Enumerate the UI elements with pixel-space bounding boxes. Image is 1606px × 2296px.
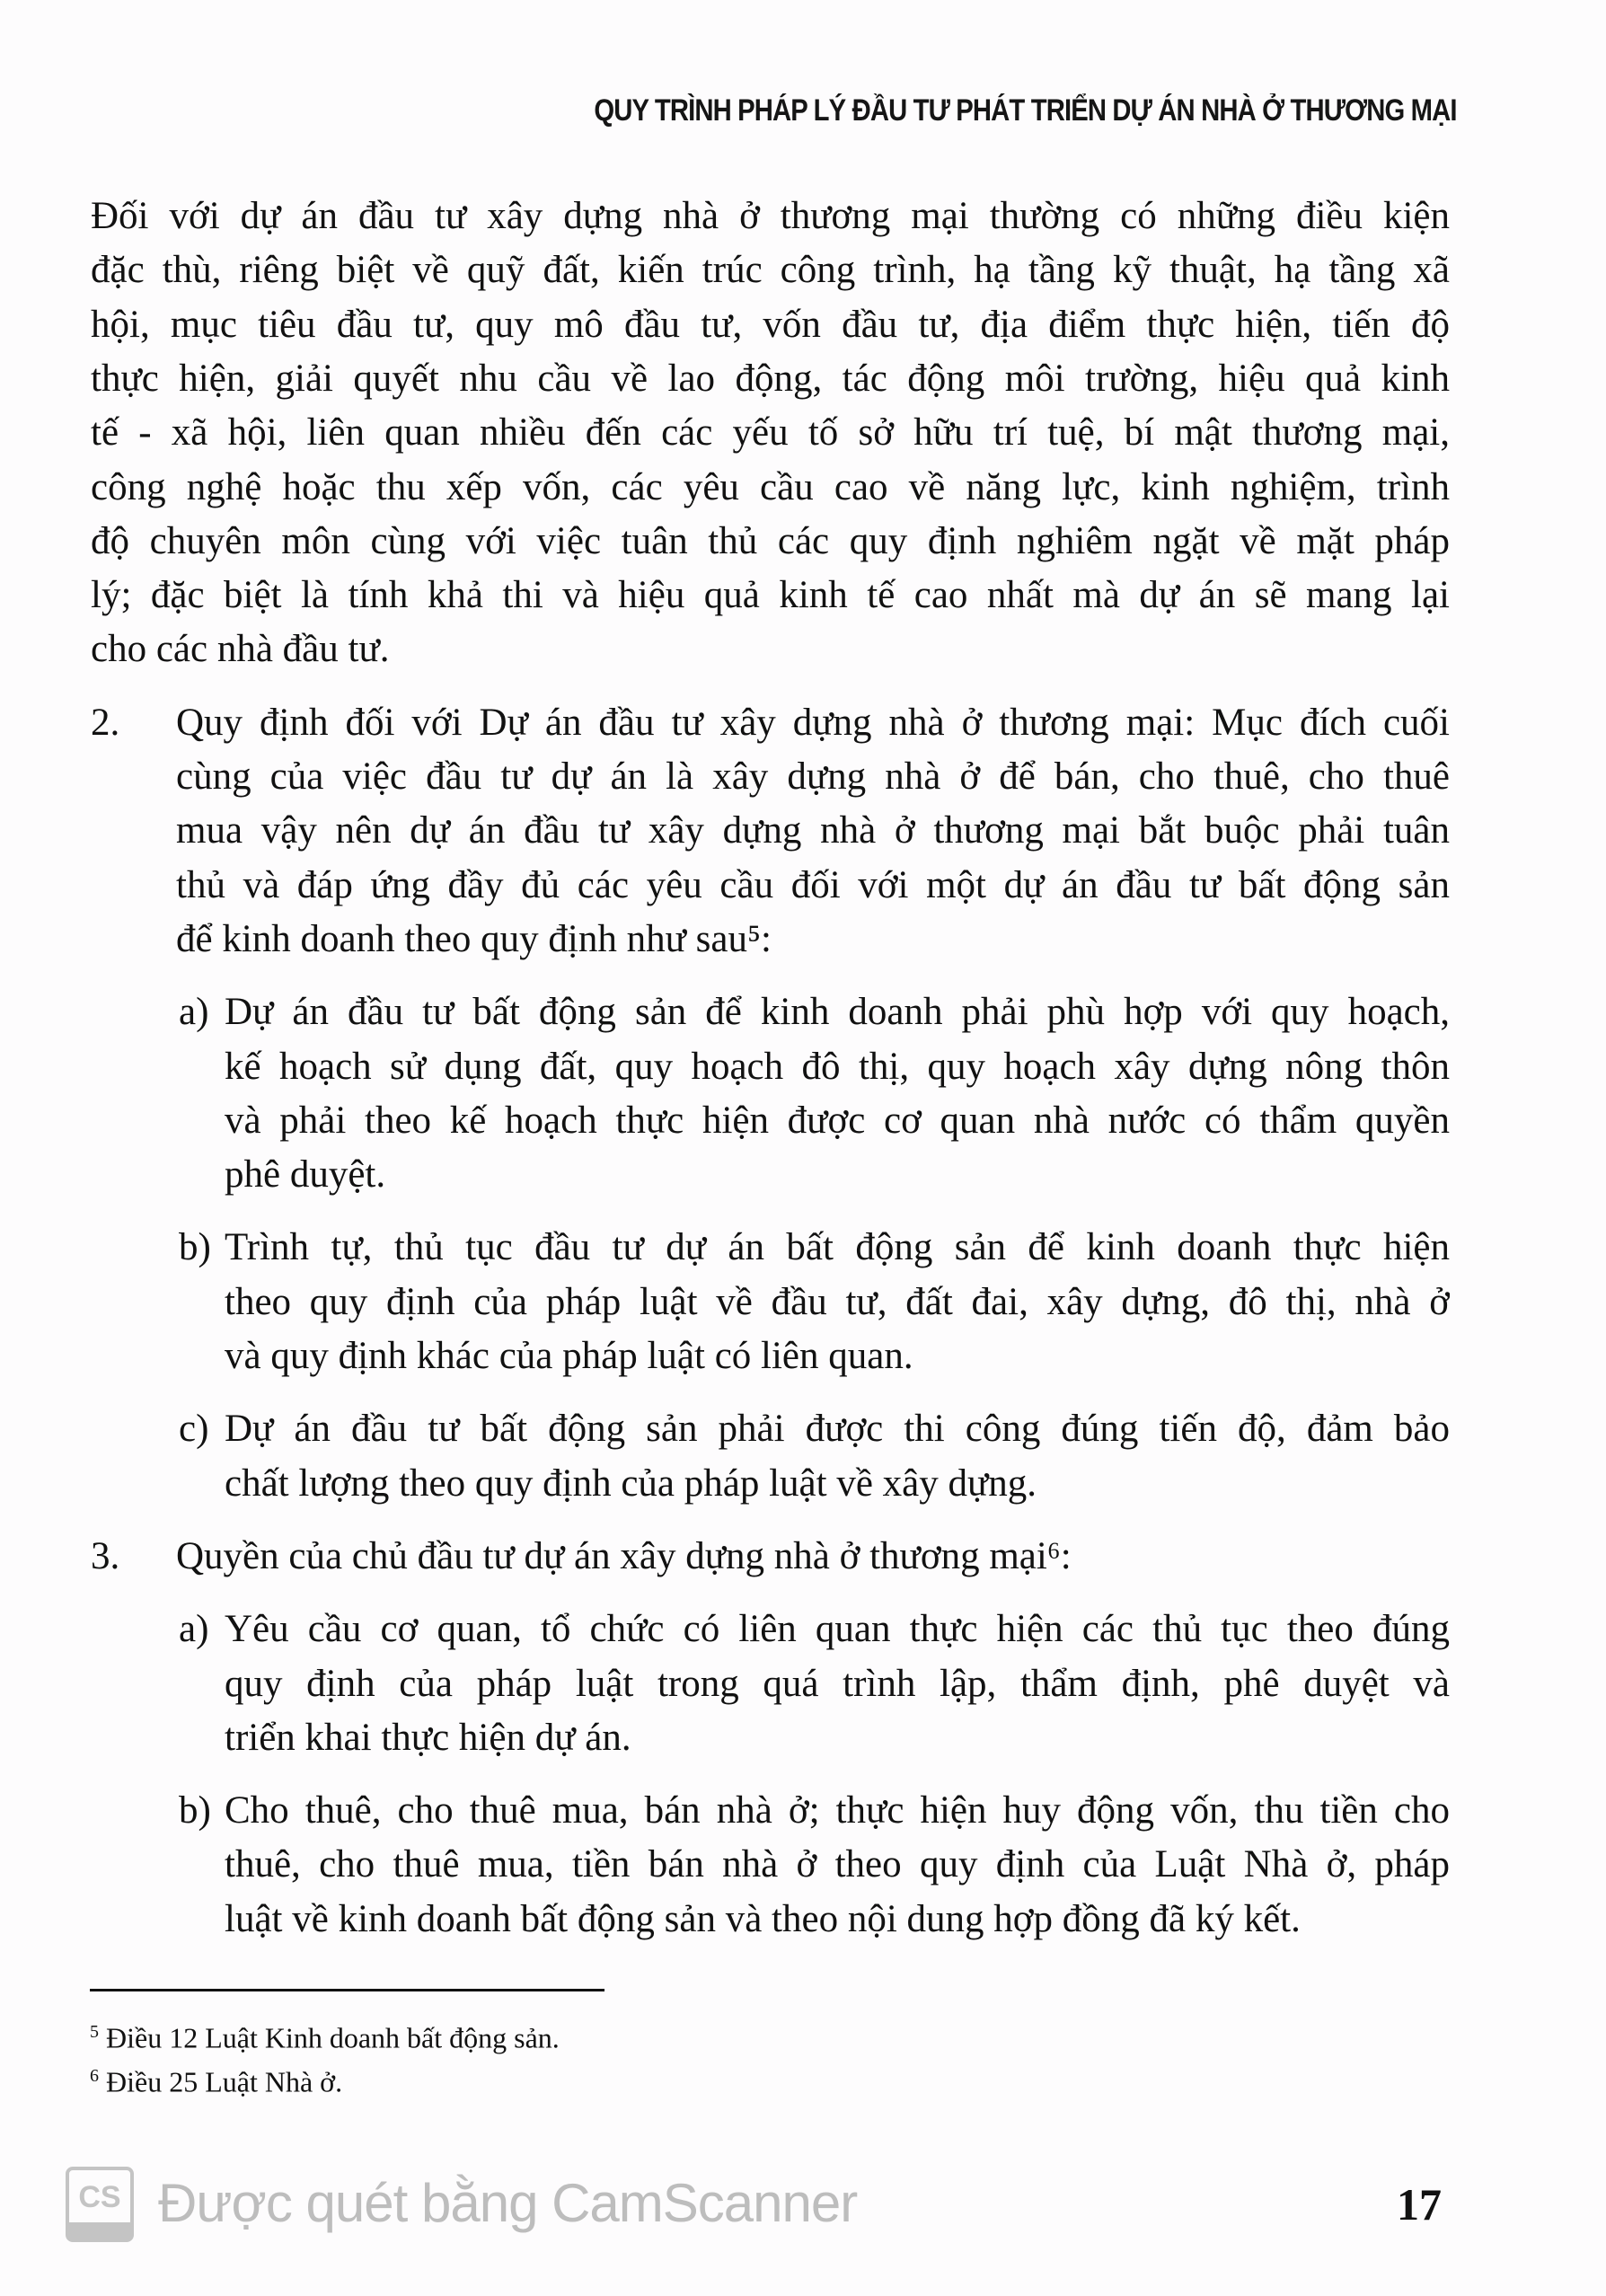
- footnote-divider: [90, 1989, 604, 1991]
- camscanner-logo-icon: CS: [66, 2167, 134, 2242]
- footnote-text: Điều 25 Luật Nhà ở.: [106, 2065, 343, 2098]
- section-line: để kinh doanh theo quy định như sau⁵:: [176, 917, 772, 960]
- item-line: Dự án đầu tư bất động sản để kinh doanh phải phù hợp với quy hoạch,: [225, 991, 1450, 1034]
- item-label: b): [179, 1789, 211, 1832]
- item-line: thuê, cho thuê mua, tiền bán nhà ở theo quy định của Luật Nhà ở, pháp: [225, 1843, 1450, 1886]
- section-number: 3.: [91, 1534, 120, 1577]
- footnote-6: [90, 2058, 343, 2098]
- section-line: Quy định đối với Dự án đầu tư xây dựng nhà ở thương mại: Mục đích cuối: [176, 701, 1450, 744]
- intro-paragraph-line: hội, mục tiêu đầu tư, quy mô đầu tư, vốn đầu tư, địa điểm thực hiện, tiến độ: [91, 303, 1450, 346]
- intro-paragraph-line: Đối với dự án đầu tư xây dựng nhà ở thương mại thường có những điều kiện: [91, 195, 1450, 237]
- item-line: Dự án đầu tư bất động sản phải được thi công đúng tiến độ, đảm bảo: [225, 1408, 1450, 1451]
- intro-paragraph-line: lý; đặc biệt là tính khả thi và hiệu quả kinh tế cao nhất mà dự án sẽ mang lại: [91, 574, 1450, 617]
- intro-paragraph-line: đặc thù, riêng biệt về quỹ đất, kiến trúc công trình, hạ tầng kỹ thuật, hạ tầng xã: [91, 249, 1450, 292]
- footnote-5: [90, 2014, 560, 2054]
- item-label: a): [179, 1608, 209, 1651]
- item-line: triển khai thực hiện dự án.: [225, 1716, 631, 1759]
- item-line: Yêu cầu cơ quan, tổ chức có liên quan thực hiện các thủ tục theo đúng: [225, 1608, 1450, 1651]
- section-line: Quyền của chủ đầu tư dự án xây dựng nhà ở thương mại⁶:: [176, 1534, 1072, 1577]
- item-line: và phải theo kế hoạch thực hiện được cơ quan nhà nước có thẩm quyền: [225, 1099, 1450, 1142]
- item-label: c): [179, 1408, 209, 1451]
- intro-paragraph-line: tế - xã hội, liên quan nhiều đến các yếu tố sở hữu trí tuệ, bí mật thương mại,: [91, 411, 1450, 455]
- intro-paragraph-line: công nghệ hoặc thu xếp vốn, các yêu cầu cao về năng lực, kinh nghiệm, trình: [91, 465, 1450, 508]
- item-label: b): [179, 1226, 211, 1269]
- intro-paragraph-line: cho các nhà đầu tư.: [91, 628, 390, 671]
- item-line: Cho thuê, cho thuê mua, bán nhà ở; thực hiện huy động vốn, thu tiền cho: [225, 1789, 1450, 1832]
- intro-paragraph-line: thực hiện, giải quyết nhu cầu về lao động, tác động môi trường, hiệu quả kinh: [91, 357, 1450, 400]
- section-line: cùng của việc đầu tư dự án là xây dựng nhà ở để bán, cho thuê, cho thuê: [176, 755, 1450, 798]
- item-line: phê duyệt.: [225, 1153, 386, 1197]
- item-line: theo quy định của pháp luật về đầu tư, đất đai, xây dựng, đô thị, nhà ở: [225, 1280, 1450, 1323]
- item-label: a): [179, 991, 209, 1034]
- camscanner-watermark: Được quét bằng CamScanner: [158, 2173, 858, 2233]
- section-line: mua vậy nên dự án đầu tư xây dựng nhà ở thương mại bắt buộc phải tuân: [176, 809, 1450, 852]
- item-line: kế hoạch sử dụng đất, quy hoạch đô thị, quy hoạch xây dựng nông thôn: [225, 1045, 1450, 1088]
- item-line: Trình tự, thủ tục đầu tư dự án bất động sản để kinh doanh thực hiện: [225, 1226, 1450, 1269]
- footnote-mark: 5: [90, 2022, 99, 2042]
- footnote-mark: 6: [90, 2066, 99, 2086]
- running-header: QUY TRÌNH PHÁP LÝ ĐẦU TƯ PHÁT TRIỂN DỰ ÁN NHÀ Ở THƯƠNG MẠI: [594, 93, 1457, 128]
- section-number: 2.: [91, 701, 120, 744]
- item-line: và quy định khác của pháp luật có liên quan.: [225, 1335, 913, 1377]
- intro-paragraph-line: độ chuyên môn cùng với việc tuân thủ các quy định nghiêm ngặt về mặt pháp: [91, 519, 1450, 562]
- page-number: 17: [1397, 2179, 1442, 2230]
- item-line: chất lượng theo quy định của pháp luật về xây dựng.: [225, 1461, 1037, 1505]
- footnote-text: Điều 12 Luật Kinh doanh bất động sản.: [106, 2021, 560, 2054]
- item-line: luật về kinh doanh bất động sản và theo nội dung hợp đồng đã ký kết.: [225, 1897, 1301, 1940]
- section-line: thủ và đáp ứng đầy đủ các yêu cầu đối với một dự án đầu tư bất động sản: [176, 863, 1450, 906]
- item-line: quy định của pháp luật trong quá trình lập, thẩm định, phê duyệt và: [225, 1662, 1450, 1705]
